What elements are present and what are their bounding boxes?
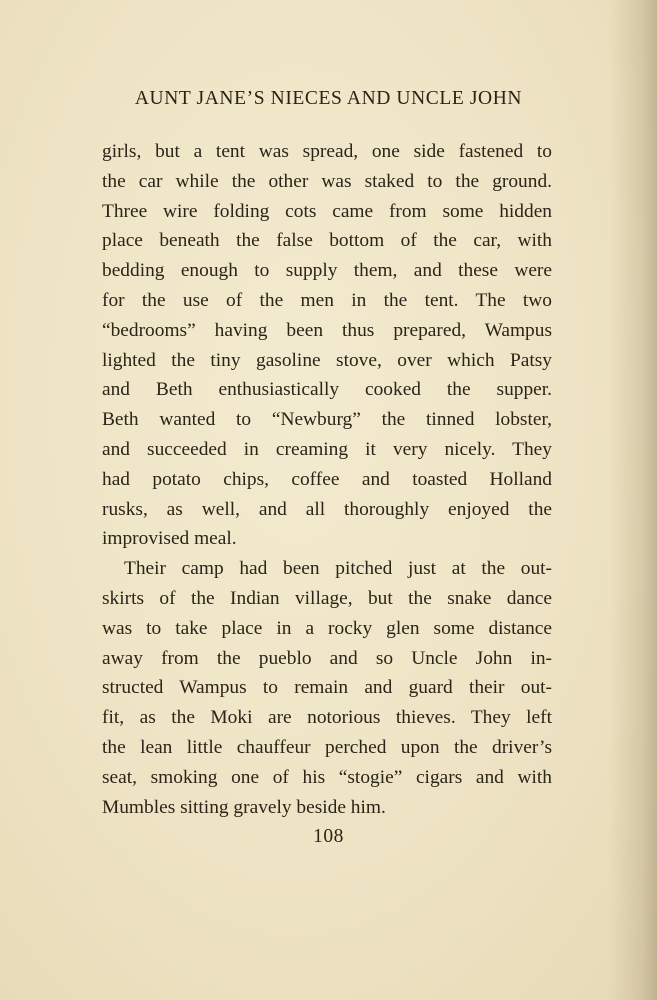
text-line: was to take place in a rocky glen some distance	[102, 617, 552, 639]
text-line: lighted the tiny gasoline stove, over which Patsy	[102, 349, 552, 371]
text-line: had potato chips, coffee and toasted Holland	[102, 468, 552, 490]
text-line: the car while the other was staked to the ground.	[102, 170, 552, 192]
running-head: AUNT JANE’S NIECES AND UNCLE JOHN	[134, 88, 523, 109]
text-line: for the use of the men in the tent. The two	[102, 289, 552, 311]
text-line: Three wire folding cots came from some hidden	[102, 200, 552, 222]
page-body	[102, 137, 552, 822]
text-line: structed Wampus to remain and guard their out-	[102, 677, 552, 699]
paragraph-1	[102, 137, 552, 554]
text-line: rusks, as well, and all thoroughly enjoyed the	[102, 498, 552, 520]
text-line: and succeeded in creaming it very nicely. They	[102, 438, 552, 460]
paragraph-2	[102, 554, 552, 822]
text-line: skirts of the Indian village, but the snake dance	[102, 587, 552, 609]
text-line: bedding enough to supply them, and these were	[102, 260, 552, 282]
text-line: “bedrooms” having been thus prepared, Wampus	[102, 319, 552, 341]
text-line: and Beth enthusiastically cooked the supper.	[102, 379, 552, 401]
text-line: away from the pueblo and so Uncle John in-	[102, 647, 552, 669]
page-edge-shadow	[609, 0, 657, 1000]
text-line: Their camp had been pitched just at the out-	[124, 558, 552, 580]
text-line: place beneath the false bottom of the car, with	[102, 230, 552, 252]
text-line: fit, as the Moki are notorious thieves. They left	[102, 707, 552, 729]
page-number: 108	[313, 826, 344, 847]
text-line: the lean little chauffeur perched upon the driver’s	[102, 736, 552, 758]
text-line: seat, smoking one of his “stogie” cigars and with	[102, 766, 552, 788]
text-line: improvised meal.	[102, 528, 237, 550]
text-line: girls, but a tent was spread, one side fastened to	[102, 141, 552, 162]
text-line: Beth wanted to “Newburg” the tinned lobster,	[102, 409, 552, 431]
text-line: Mumbles sitting gravely beside him.	[102, 796, 386, 818]
